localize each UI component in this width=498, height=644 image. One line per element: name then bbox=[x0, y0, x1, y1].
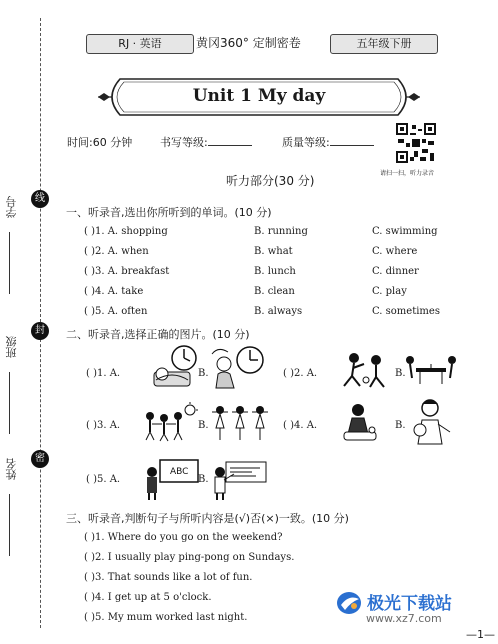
s2-item-5-a-label: ( )5. A. bbox=[86, 474, 121, 485]
brand-title: 黄冈360° 定制密卷 bbox=[196, 36, 301, 50]
s2-item-2-a-label: ( )2. A. bbox=[283, 368, 318, 379]
qr-code[interactable] bbox=[396, 123, 436, 163]
section3-heading: 三、听录音,判断句子与所听内容是(√)否(×)一致。(10 分) bbox=[66, 512, 349, 525]
s2-q5-a-picture[interactable] bbox=[144, 458, 200, 500]
s2-item-2-b-label: B. bbox=[395, 368, 406, 379]
blackboard-abc-text: ABC bbox=[170, 467, 189, 477]
s2-item-5-b-label: B. bbox=[198, 474, 209, 485]
s1-item-5-b: B. always bbox=[254, 306, 303, 317]
s3-item-3-text: ( )3. That sounds like a lot of fun. bbox=[84, 572, 253, 583]
s3-item-5-text: ( )5. My mum worked last night. bbox=[84, 612, 248, 623]
time-label: 时间:60 分钟 bbox=[67, 136, 133, 149]
s1-item-1-b: B. running bbox=[254, 226, 308, 237]
s2-q4-b-picture[interactable] bbox=[408, 398, 458, 446]
s1-item-5-a: ( )5. A. often bbox=[84, 306, 148, 317]
s2-q2-b-picture[interactable] bbox=[404, 352, 458, 388]
listening-part-title: 听力部分(30 分) bbox=[226, 174, 315, 188]
edition-badge: RJ · 英语 bbox=[86, 34, 194, 54]
s2-q3-b-picture[interactable] bbox=[210, 402, 270, 442]
qr-caption: 请扫一扫，听力录音 bbox=[380, 170, 435, 177]
student-id-label: 学号 bbox=[5, 196, 18, 218]
s2-q1-a-picture[interactable] bbox=[152, 344, 200, 390]
s1-item-2-a: ( )2. A. when bbox=[84, 246, 149, 257]
s2-q3-a-picture[interactable] bbox=[142, 402, 200, 442]
unit-title: Unit 1 My day bbox=[192, 86, 326, 106]
s1-item-4-c: C. play bbox=[372, 286, 407, 297]
watermark-url: www.xz7.com bbox=[366, 612, 442, 625]
section2-heading: 二、听录音,选择正确的图片。(10 分) bbox=[66, 328, 250, 341]
s3-item-4-text: ( )4. I get up at 5 o'clock. bbox=[84, 592, 212, 603]
writing-grade-blank bbox=[208, 135, 252, 146]
s1-item-3-c: C. dinner bbox=[372, 266, 419, 277]
s1-item-3-b: B. lunch bbox=[254, 266, 296, 277]
s2-item-3-b-label: B. bbox=[198, 420, 209, 431]
s2-item-1-b-label: B. bbox=[198, 368, 209, 379]
s2-item-4-a-label: ( )4. A. bbox=[283, 420, 318, 431]
writing-grade-field bbox=[160, 134, 252, 150]
s1-item-5-c: C. sometimes bbox=[372, 306, 440, 317]
s2-item-4-b-label: B. bbox=[395, 420, 406, 431]
s3-item-2-text: ( )2. I usually play ping-pong on Sundays. bbox=[84, 552, 295, 563]
quality-grade-field bbox=[282, 134, 374, 150]
class-line bbox=[9, 372, 10, 434]
name-line bbox=[9, 494, 10, 556]
student-id-line bbox=[9, 232, 10, 294]
s1-item-3-a: ( )3. A. breakfast bbox=[84, 266, 170, 277]
writing-grade-label: 书写等级: bbox=[160, 136, 208, 149]
watermark-text: 极光下载站 bbox=[367, 594, 452, 614]
s2-q2-a-picture[interactable] bbox=[340, 350, 390, 390]
seal-mark-secret: 密 bbox=[31, 450, 49, 468]
class-label: 班级 bbox=[5, 336, 18, 358]
seal-mark-line: 线 bbox=[31, 190, 49, 208]
s1-item-1-a: ( )1. A. shopping bbox=[84, 226, 168, 237]
s1-item-2-c: C. where bbox=[372, 246, 418, 257]
seal-mark-seal: 封 bbox=[31, 322, 49, 340]
s2-item-3-a-label: ( )3. A. bbox=[86, 420, 121, 431]
s3-item-1-text: ( )1. Where do you go on the weekend? bbox=[84, 532, 283, 543]
s1-item-4-b: B. clean bbox=[254, 286, 295, 297]
quality-grade-blank bbox=[330, 135, 374, 146]
s2-item-1-a-label: ( )1. A. bbox=[86, 368, 121, 379]
s2-q1-b-picture[interactable] bbox=[210, 344, 266, 390]
s2-q5-b-picture[interactable] bbox=[212, 458, 268, 500]
binding-margin bbox=[0, 0, 62, 644]
name-label: 姓名 bbox=[5, 458, 18, 480]
grade-badge: 五年级下册 bbox=[330, 34, 438, 54]
page-number: —1— bbox=[466, 628, 495, 641]
section1-heading: 一、听录音,选出你所听到的单词。(10 分) bbox=[66, 206, 272, 219]
quality-grade-label: 质量等级: bbox=[282, 136, 330, 149]
s1-item-1-c: C. swimming bbox=[372, 226, 438, 237]
s1-item-2-b: B. what bbox=[254, 246, 293, 257]
s2-q4-a-picture[interactable] bbox=[340, 402, 382, 444]
s1-item-4-a: ( )4. A. take bbox=[84, 286, 144, 297]
